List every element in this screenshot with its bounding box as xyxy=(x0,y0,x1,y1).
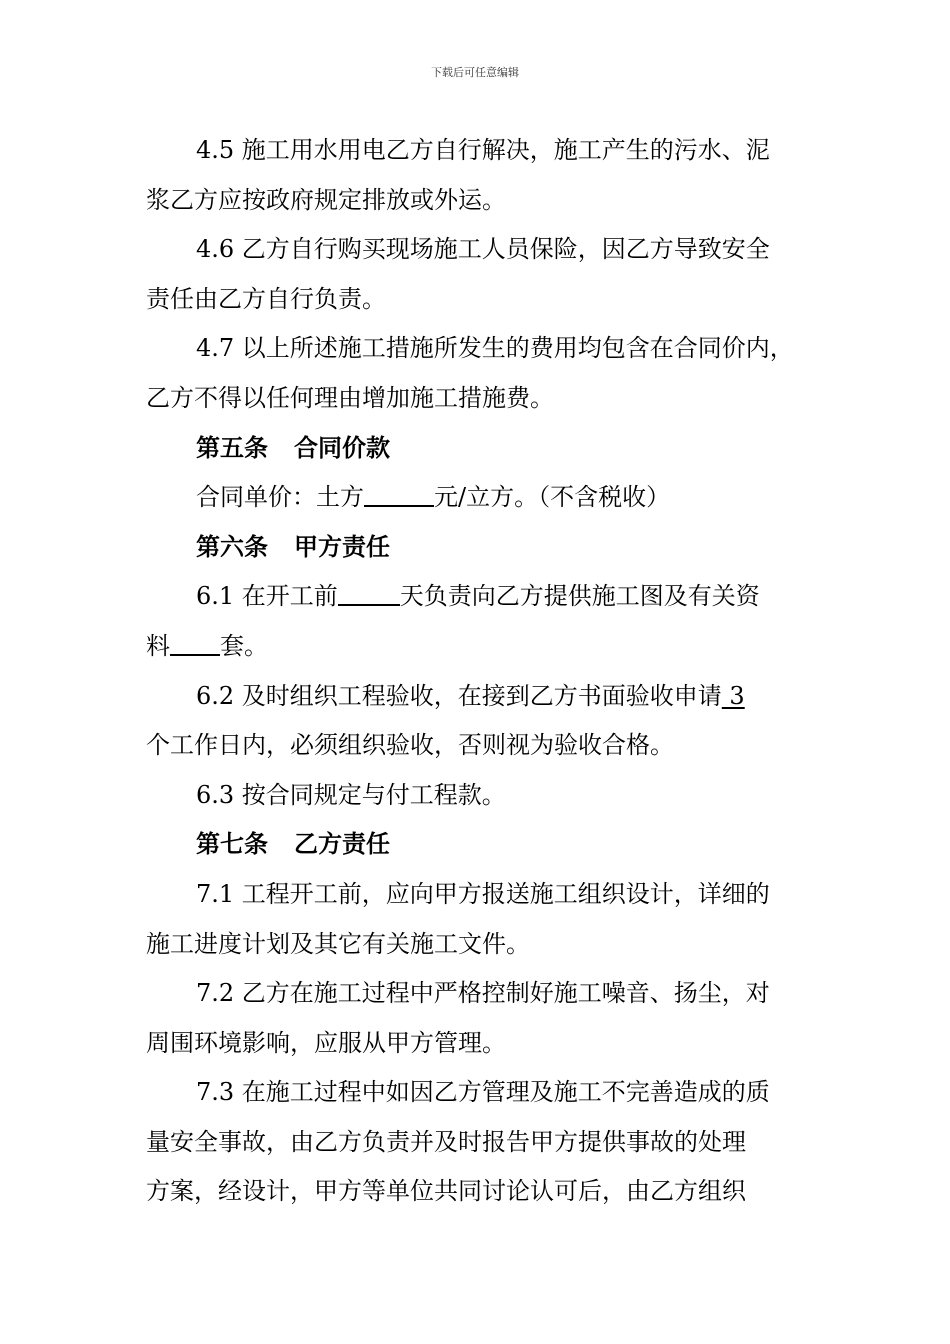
clause-4-7 xyxy=(146,324,816,423)
clause-6-1-line-2-prefix: 料 xyxy=(146,631,170,660)
clause-7-1-line-1: 7.1 工程开工前，应向甲方报送施工组织设计，详细的 xyxy=(196,879,770,908)
clause-4-7-line-1: 4.7 以上所述施工措施所发生的费用均包含在合同价内， xyxy=(196,334,794,363)
clause-6-1-line-2 xyxy=(146,622,816,672)
article-6-heading xyxy=(146,523,816,573)
clause-6-1-days-blank xyxy=(338,578,400,606)
clause-4-5-line-1: 4.5 施工用水用电乙方自行解决，施工产生的污水、泥 xyxy=(196,136,770,164)
article-7-label: 第七条 xyxy=(196,830,268,859)
page-header-note: 下载后可任意编辑 xyxy=(431,66,519,79)
clause-4-5 xyxy=(146,126,816,225)
contract-price-blank xyxy=(364,479,434,507)
clause-6-3 xyxy=(146,771,816,821)
clause-6-1-line-1 xyxy=(146,572,816,622)
clause-4-5-line-2: 浆乙方应按政府规定排放或外运。 xyxy=(146,185,506,214)
clause-6-2-line-2: 个工作日内，必须组织验收，否则视为验收合格。 xyxy=(146,731,674,760)
clause-6-1-line-2-suffix: 套。 xyxy=(220,631,268,660)
article-6-label: 第六条 xyxy=(196,532,268,561)
clause-4-6 xyxy=(146,225,816,324)
clause-6-1 xyxy=(146,572,816,671)
clause-4-6-line-2: 责任由乙方自行负责。 xyxy=(146,284,386,313)
clause-7-3-line-1: 7.3 在施工过程中如因乙方管理及施工不完善造成的质 xyxy=(196,1078,770,1107)
article-7-heading xyxy=(146,820,816,870)
contract-price-prefix: 合同单价：土方 xyxy=(196,483,364,512)
clause-4-7-line-2: 乙方不得以任何理由增加施工措施费。 xyxy=(146,383,554,412)
clause-7-3 xyxy=(146,1068,816,1217)
document-body xyxy=(146,126,816,1217)
clause-7-3-line-3: 方案，经设计，甲方等单位共同讨论认可后，由乙方组织 xyxy=(146,1177,746,1206)
article-5-label: 第五条 xyxy=(196,433,268,462)
clause-7-1-line-2: 施工进度计划及其它有关施工文件。 xyxy=(146,929,530,958)
article-7-title: 乙方责任 xyxy=(294,830,390,859)
clause-6-2 xyxy=(146,672,816,771)
clause-6-1-suffix: 天负责向乙方提供施工图及有关资 xyxy=(399,582,760,611)
clause-6-2-prefix: 6.2 及时组织工程验收，在接到乙方书面验收申请 xyxy=(196,681,722,710)
clause-6-1-sets-blank xyxy=(170,628,220,656)
article-5-heading xyxy=(146,424,816,474)
clause-4-6-line-1: 4.6 乙方自行购买现场施工人员保险，因乙方导致安全 xyxy=(196,235,770,264)
clause-6-3-line-1: 6.3 按合同规定与付工程款。 xyxy=(196,780,506,809)
clause-7-2-line-2: 周围环境影响，应服从甲方管理。 xyxy=(146,1028,506,1057)
clause-7-2 xyxy=(146,969,816,1068)
contract-price-suffix: 元/立方。（不含税收） xyxy=(434,483,671,512)
clause-7-1 xyxy=(146,870,816,969)
article-5-title: 合同价款 xyxy=(294,433,390,462)
clause-6-2-fill-value: 3 xyxy=(721,681,745,710)
clause-6-1-prefix: 6.1 在开工前 xyxy=(196,582,338,611)
clause-7-3-line-2: 量安全事故，由乙方负责并及时报告甲方提供事故的处理 xyxy=(146,1127,746,1156)
clause-7-2-line-1: 7.2 乙方在施工过程中严格控制好施工噪音、扬尘，对 xyxy=(196,979,770,1008)
contract-price xyxy=(146,473,816,523)
article-6-title: 甲方责任 xyxy=(294,532,390,561)
clause-6-2-line-1 xyxy=(146,672,816,722)
contract-price-line xyxy=(146,473,816,523)
